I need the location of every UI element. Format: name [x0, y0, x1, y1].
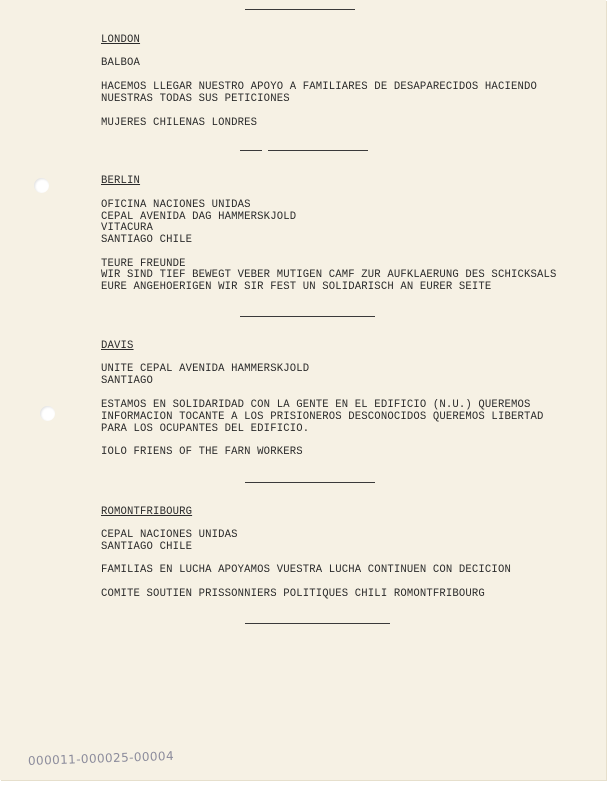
section-heading-romontfribourg: ROMONTFRIBOURG: [101, 506, 193, 518]
text-line: EURE ANGEHOERIGEN WIR SIR FEST UN SOLIDARISCH AN EURER SEITE: [101, 281, 492, 293]
text-line: CEPAL AVENIDA DAG HAMMERSKJOLD: [101, 211, 297, 223]
separator-rule: [245, 482, 375, 483]
section-heading-davis: DAVIS: [101, 340, 134, 352]
text-line: VITACURA: [101, 222, 154, 234]
text-line: INFORMACION TOCANTE A LOS PRISIONEROS DESCONOCIDOS QUEREMOS LIBERTAD: [101, 411, 544, 423]
text-line: UNITE CEPAL AVENIDA HAMMERSKJOLD: [101, 363, 310, 375]
text-line: CEPAL NACIONES UNIDAS: [101, 529, 238, 541]
text-line: WIR SIND TIEF BEWEGT VEBER MUTIGEN CAMF ZUR AUFKLAERUNG DES SCHICKSALS: [101, 269, 557, 281]
section-heading-london: LONDON: [101, 34, 141, 46]
text-line: IOLO FRIENS OF THE FARN WORKERS: [101, 446, 303, 458]
text-line: SANTIAGO CHILE: [101, 541, 193, 553]
text-line: FAMILIAS EN LUCHA APOYAMOS VUESTRA LUCHA CONTINUEN CON DECICION: [101, 564, 511, 576]
separator-rule: [245, 9, 355, 10]
text-line: SANTIAGO CHILE: [101, 234, 193, 246]
text-line: ESTAMOS EN SOLIDARIDAD CON LA GENTE EN EL EDIFICIO (N.U.) QUEREMOS: [101, 399, 531, 411]
text-line: HACEMOS LLEGAR NUESTRO APOYO A FAMILIARES DE DESAPARECIDOS HACIENDO: [101, 81, 537, 93]
text-line: COMITE SOUTIEN PRISSONNIERS POLITIQUES CHILI ROMONTFRIBOURG: [101, 588, 485, 600]
text-line: MUJERES CHILENAS LONDRES: [101, 117, 258, 129]
separator-rule: [240, 316, 375, 317]
text-line: NUESTRAS TODAS SUS PETICIONES: [101, 93, 290, 105]
punch-hole: [40, 406, 55, 421]
text-line: SANTIAGO: [101, 375, 154, 387]
text-line: BALBOA: [101, 57, 141, 69]
separator-rule: [268, 150, 368, 151]
separator-rule: [245, 623, 390, 624]
separator-rule: [240, 150, 262, 151]
section-heading-berlin: BERLIN: [101, 175, 141, 187]
text-line: PARA LOS OCUPANTES DEL EDIFICIO.: [101, 423, 310, 435]
text-line: TEURE FREUNDE: [101, 258, 186, 270]
text-line: OFICINA NACIONES UNIDAS: [101, 199, 251, 211]
archive-serial-number: 000011-000025-00004: [27, 748, 175, 768]
punch-hole: [34, 178, 49, 193]
